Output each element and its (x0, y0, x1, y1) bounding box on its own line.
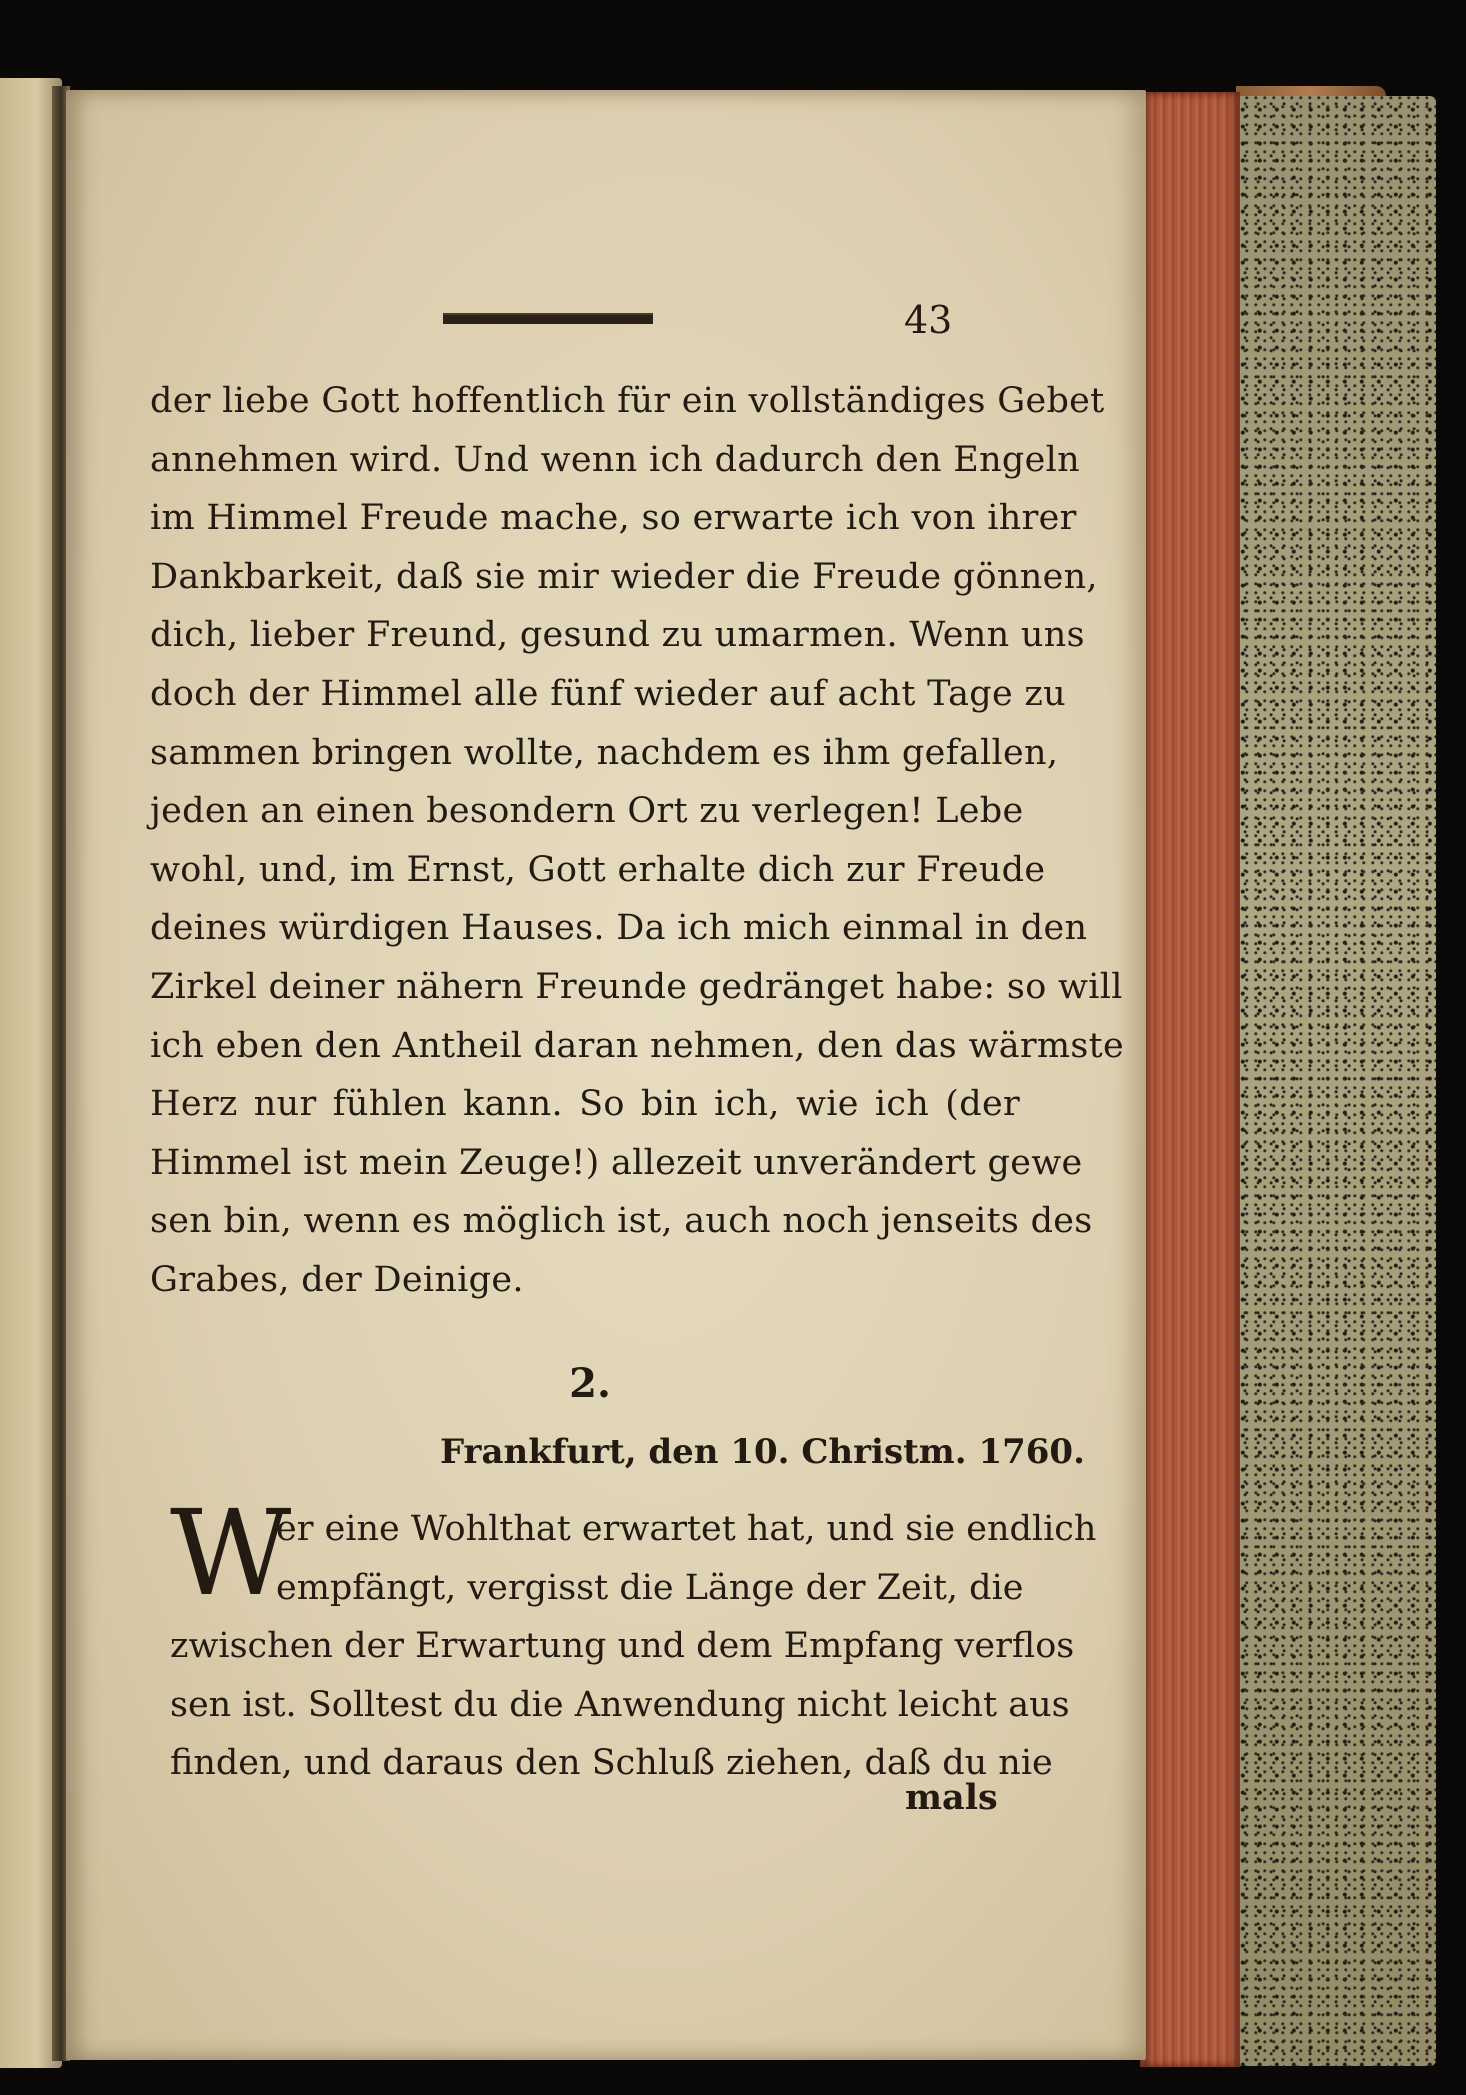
text-line: dich, lieber Freund, gesund zu umarmen. Wenn uns (150, 615, 1085, 656)
text-line: annehmen wird. Und wenn ich dadurch den Engeln (150, 439, 1080, 480)
text-line: finden, und daraus den Schluß ziehen, daß du nie (170, 1743, 1053, 1784)
text-line: sen ist. Solltest du die Anwendung nicht leicht aus (170, 1684, 1070, 1725)
text-line: ich eben den Antheil daran nehmen, den das wärmste (150, 1025, 1125, 1066)
text-line: jeden an einen besondern Ort zu verlegen! Lebe (150, 791, 1024, 832)
letter-text (170, 1500, 1097, 1793)
text-line: Herz nur fühlen kann. So bin ich, wie ich (der (150, 1084, 1020, 1125)
marbled-cover-board (1236, 96, 1436, 2066)
letter-dateline: Frankfurt, den 10. Christm. 1760. (440, 1432, 1085, 1472)
text-line: Himmel ist mein Zeuge!) allezeit unverändert gewe (150, 1142, 1083, 1183)
text-line: Zirkel deiner nähern Freunde gedränget habe: so will (150, 966, 1123, 1007)
text-line: sammen bringen wollte, nachdem es ihm gefallen, (150, 732, 1059, 773)
header-rule (443, 313, 653, 324)
red-page-edge (1140, 92, 1240, 2067)
text-line: Dankbarkeit, daß sie mir wieder die Freude gönnen, (150, 556, 1098, 597)
text-line: zwischen der Erwartung und dem Empfang verflos (170, 1626, 1075, 1667)
text-line: er eine Wohlthat erwartet hat, und sie endlich (276, 1509, 1097, 1549)
text-line: Grabes, der Deinige. (150, 1259, 524, 1300)
text-line: wohl, und, im Ernst, Gott erhalte dich zur Freude (150, 849, 1046, 890)
continuation-text (150, 372, 1125, 1310)
text-line: deines würdigen Hauses. Da ich mich einmal in den (150, 908, 1088, 949)
letter-number: 2. (569, 1360, 611, 1407)
drop-cap: W (170, 1484, 292, 1622)
text-line: im Himmel Freude mache, so erwarte ich von ihrer (150, 498, 1077, 539)
text-line: doch der Himmel alle fünf wieder auf acht Tage zu (150, 673, 1067, 714)
page-number: 43 (904, 298, 953, 342)
catchword: mals (905, 1777, 998, 1818)
text-line: sen bin, wenn es möglich ist, auch noch jenseits des (150, 1201, 1093, 1242)
text-line: empfängt, vergisst die Länge der Zeit, die (276, 1567, 1024, 1608)
text-line: der liebe Gott hoffentlich für ein vollständiges Gebet (150, 381, 1105, 421)
